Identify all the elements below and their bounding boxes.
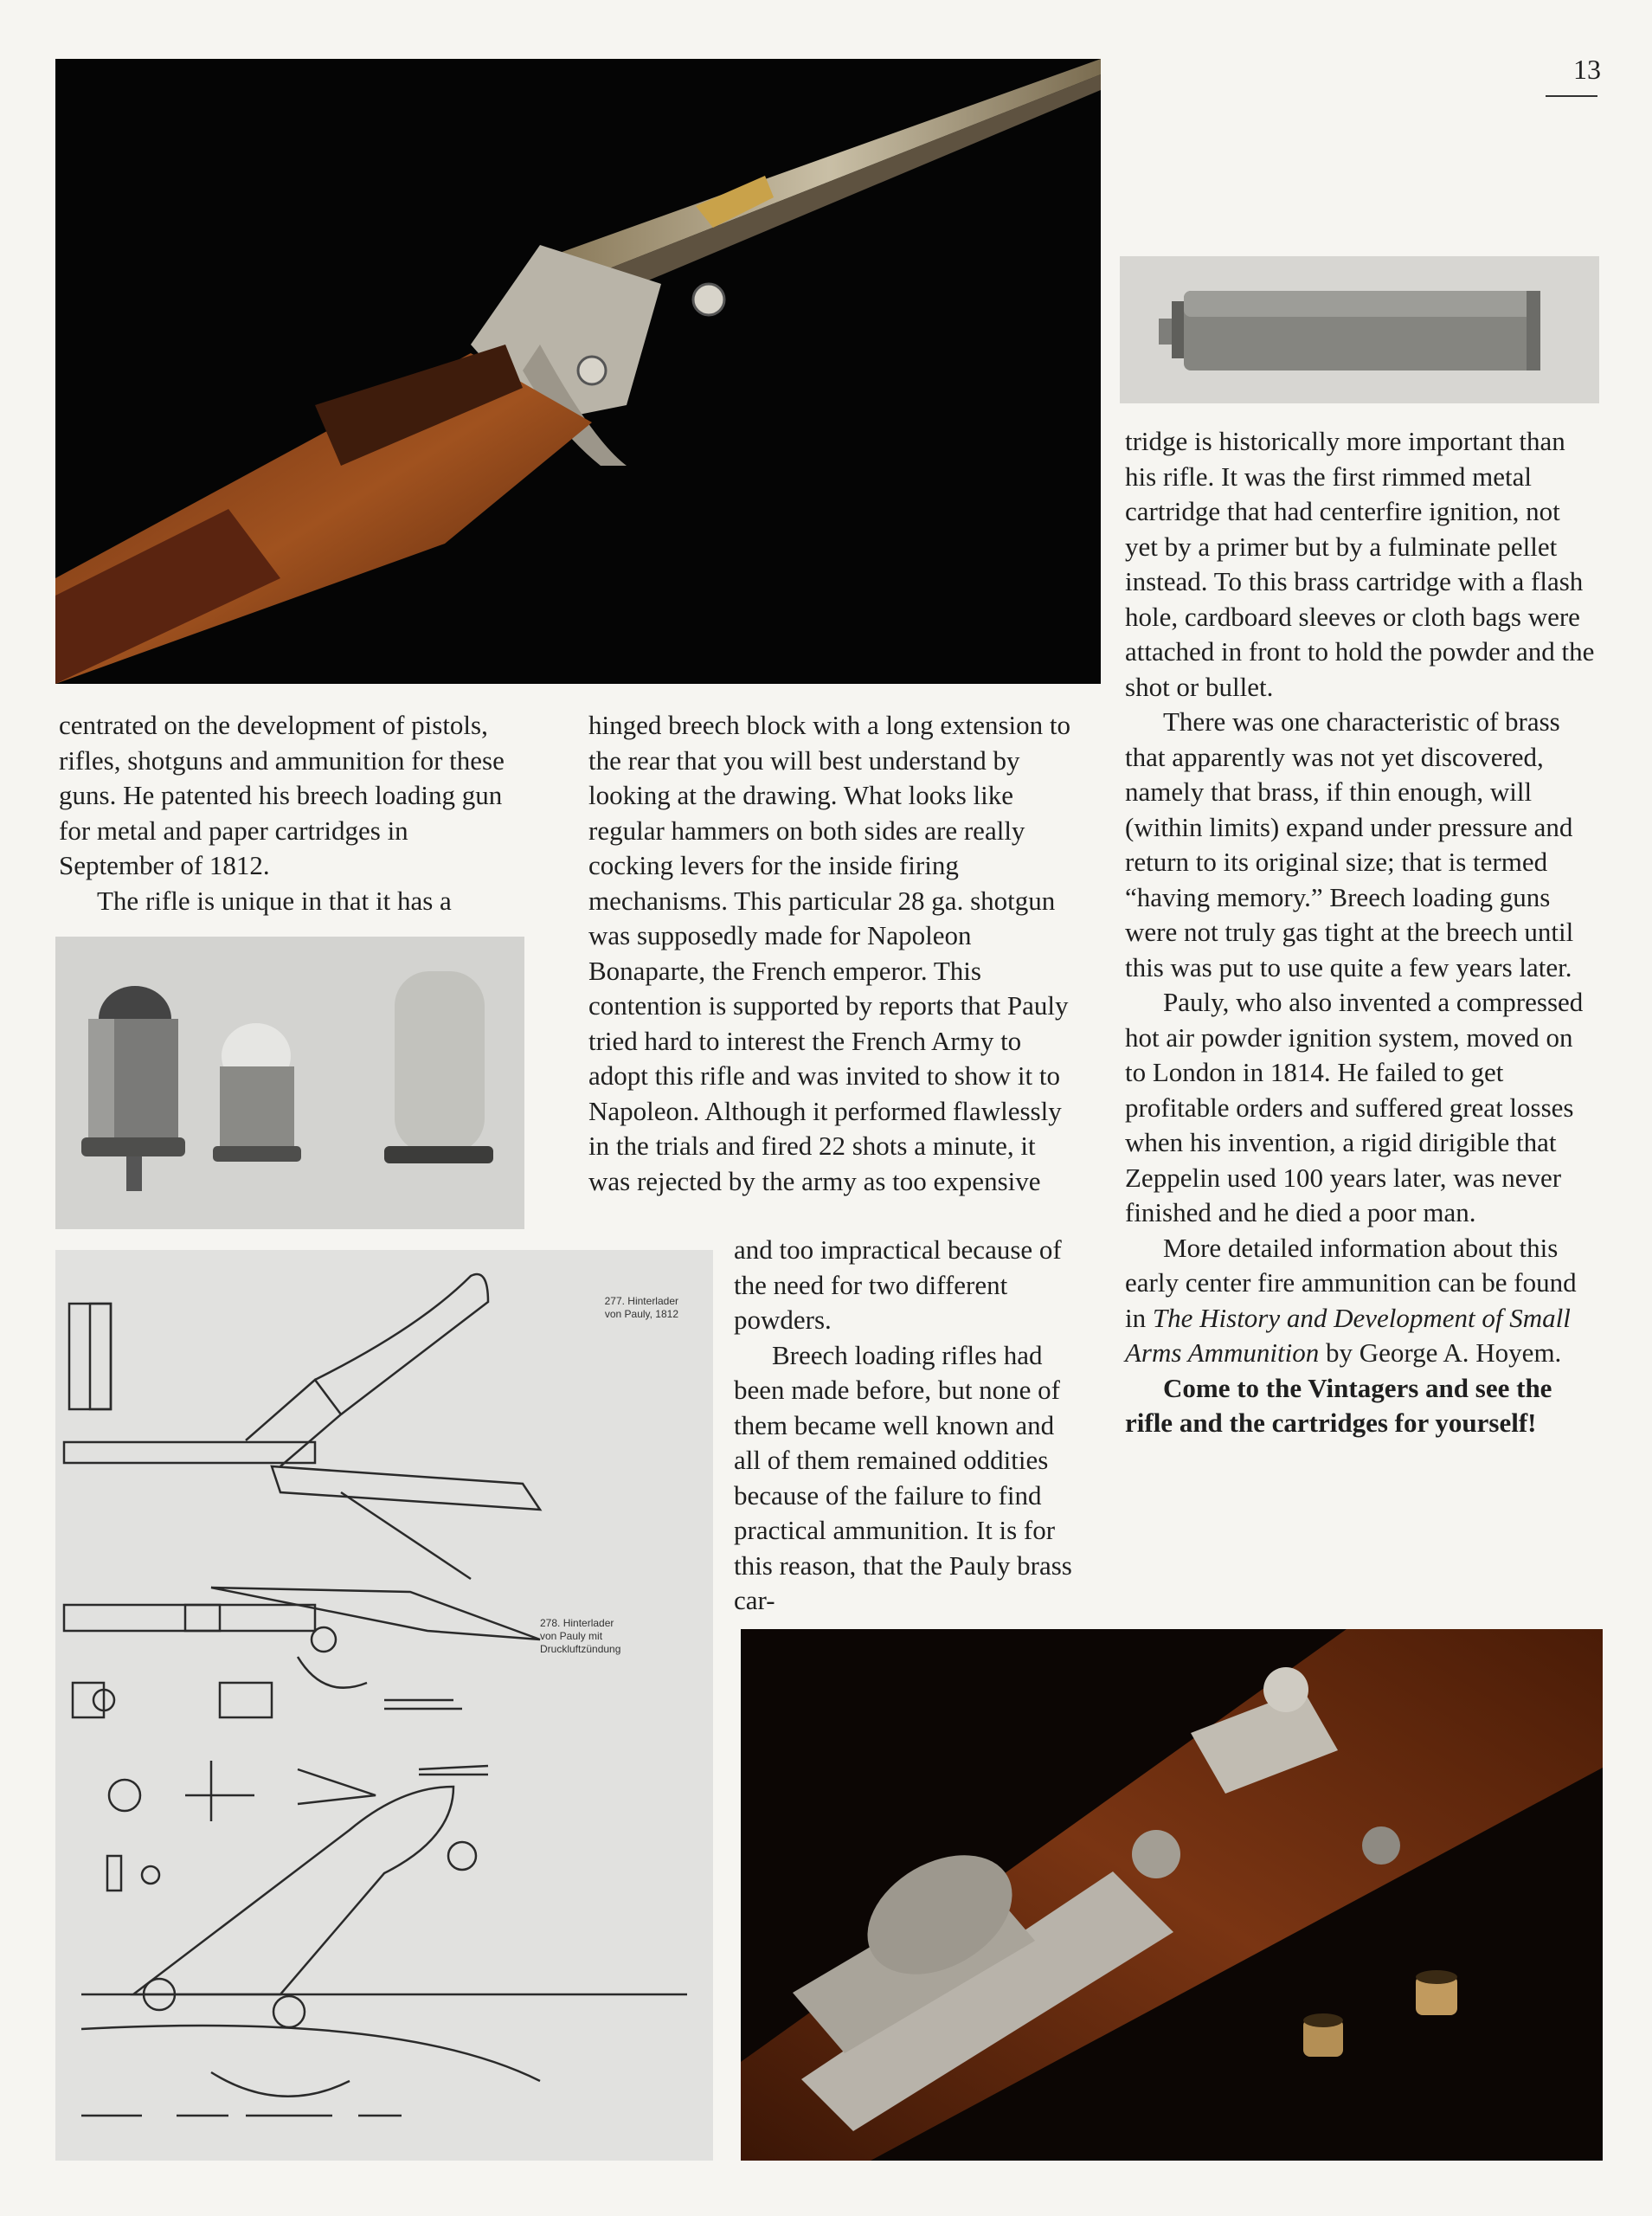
- caption-278-line1: 278. Hinterlader: [540, 1617, 614, 1629]
- col1-paragraph-1: centrated on the development of pistols, rifles, shotguns and ammunition for these guns. He patented his breech loading gun for metal and paper cartridges in September of 1812.: [59, 710, 505, 880]
- col2-paragraph-1-continued: and too impractical because of the need for two different powders.: [734, 1234, 1062, 1335]
- text-column-3: [1125, 424, 1599, 1441]
- col2-paragraph-1: hinged breech block with a long extension to the rear that you will best understand by looking at the drawing. What looks like regular hammers on both sides are really cocking levers for the inside firing mechanisms. This particular 28 ga. shotgun was supposedly made for Napoleon Bonaparte, the French emperor. This contention is supported by reports that Pauly tried hard to interest the French Army to adopt this rifle and was invited to show it to Napoleon. Although it performed flawlessly in the trials and fired 22 shots a minute, it was rejected by the army as too expensive: [588, 710, 1071, 1196]
- cartridges-photo: [55, 937, 524, 1229]
- drawing-caption-278: [540, 1617, 678, 1656]
- col3-paragraph-2: There was one characteristic of brass that apparently was not yet discovered, namely that brass, if thin enough, will (within limits) expand under pressure and return to its original size; that is termed “having memory.” Breech loading guns were not truly gas tight at the breech until this was put to use quite a few years later.: [1125, 706, 1574, 982]
- page-number: 13: [1573, 54, 1601, 85]
- caption-278-line2: von Pauly mit: [540, 1630, 603, 1642]
- rifle-photo: [55, 59, 1101, 684]
- col3-paragraph-3: Pauly, who also invented a compressed hot air powder ignition system, moved on to London in 1814. He failed to get profitable orders and suffered great losses when his invention, a rigid dirigible that Zeppelin used 100 years later, was never finished and he died a poor man.: [1125, 987, 1584, 1227]
- page-number-rule: [1546, 95, 1597, 97]
- text-column-1: [59, 708, 526, 918]
- drawing-caption-277: [540, 1295, 678, 1321]
- col3-paragraph-1: tridge is historically more important than his rifle. It was the first rimmed metal cartridge that had centerfire ignition, not yet by a primer but by a fulminate pellet instead. To this brass cartridge with a flash hole, cardboard sleeves or cloth bags were attached in front to hold the powder and the shot or bullet.: [1125, 426, 1595, 702]
- col3-paragraph-4: [1125, 1231, 1599, 1371]
- caption-278-line3: Druckluftzündung: [540, 1643, 621, 1655]
- col3-p4-text-a: More detailed information about this early center fire ammunition can be found in: [1125, 1232, 1577, 1333]
- pauly-breechloader-drawing: [55, 1250, 713, 2161]
- text-column-2: [588, 708, 1073, 1199]
- engraved-lock-photo: [741, 1629, 1603, 2161]
- caption-277-line2: von Pauly, 1812: [604, 1308, 678, 1320]
- col2-paragraph-2: Breech loading rifles had been made before, but none of them became well known and all of them remained oddities because of the failure to find practical ammunition. It is for this reason, that the Pauly brass car-: [734, 1339, 1072, 1615]
- col1-paragraph-2: The rifle is unique in that it has a: [97, 885, 452, 916]
- cartridge-photo: [1120, 256, 1599, 403]
- text-column-2-lower: [734, 1233, 1073, 1619]
- col3-closing-callout: Come to the Vintagers and see the rifle and the cartridges for yourself!: [1125, 1372, 1552, 1438]
- caption-277-line1: 277. Hinterlader: [604, 1295, 678, 1307]
- col3-p4-text-b: by George A. Hoyem.: [1319, 1337, 1562, 1368]
- book-title: The History and Development of Small Arms Ammunition: [1125, 1302, 1571, 1368]
